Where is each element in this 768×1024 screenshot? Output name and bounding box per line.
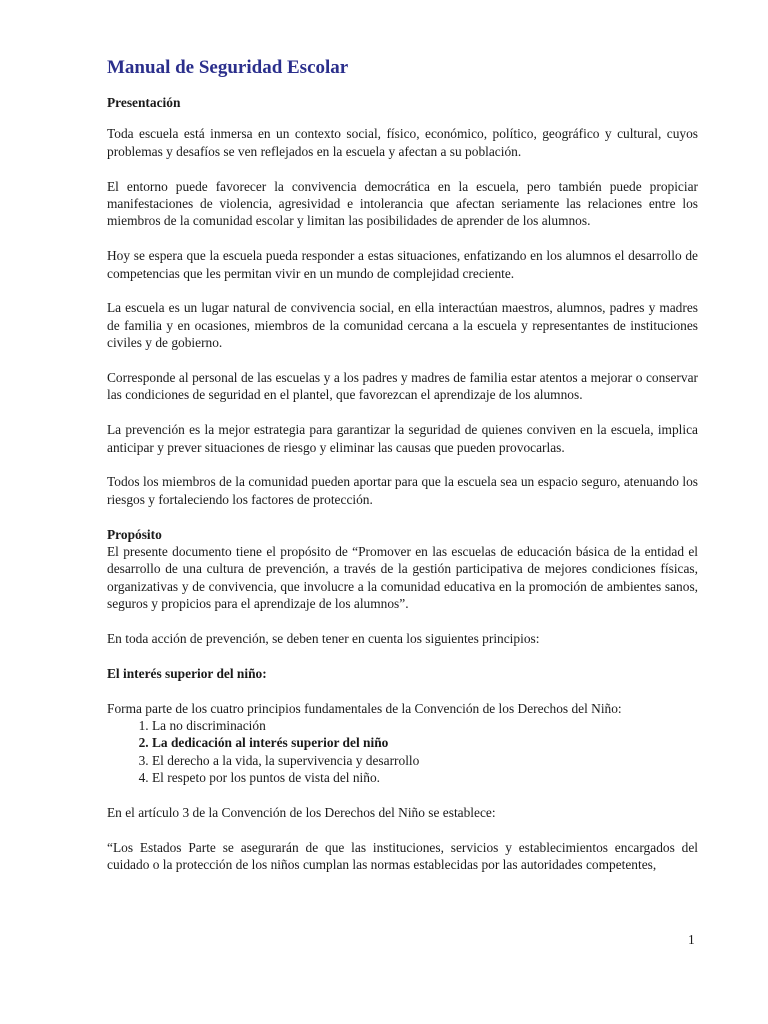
paragraph: Hoy se espera que la escuela pueda responder a estas situaciones, enfatizando en los alumnos el desarrollo de competencias que les permitan vivir en un mundo de complejidad creciente. [107,248,698,281]
page-number: 1 [688,932,695,947]
paragraph: Toda escuela está inmersa en un contexto social, físico, económico, político, geográfico y cultural, cuyos problemas y desafíos se ven reflejados en la escuela y afectan a su población. [107,126,698,159]
quote-paragraph: “Los Estados Parte se asegurarán de que las instituciones, servicios y establecimientos encargados del cuidado o la protección de los niños cumplan las normas establecidas por las autoridades competentes, [107,839,698,873]
convencion-intro: Forma parte de los cuatro principios fundamentales de la Convención de los Derechos del Niño: [107,700,622,716]
paragraph: El entorno puede favorecer la convivencia democrática en la escuela, pero también puede propiciar manifestaciones de violencia, agresividad e intolerancia que afectan seriamente las relaciones entre los miembros de la comunidad escolar y limitan las posibilidades de aprender de los alumnos. [107,178,698,229]
proposito-paragraph: El presente documento tiene el propósito de “Promover en las escuelas de educación básica de la entidad el desarrollo de una cultura de prevención, a través de la gestión participativa de mejores condiciones físicas, organizativas y de convivencia, que involucre a la comunidad educativa en la promoción de ambientes sanos, seguros y propicios para el aprendizaje de los alumnos”. [107,544,698,612]
paragraph: Todos los miembros de la comunidad pueden aportar para que la escuela sea un espacio seguro, atenuando los riesgos y fortaleciendo los factores de protección. [107,474,698,507]
document-page [107,56,698,891]
list-item: 1. La no discriminación [152,717,698,734]
paragraph: Corresponde al personal de las escuelas y a los padres y madres de familia estar atentos a mejorar o conservar las condiciones de seguridad en el plantel, que favorezcan el aprendizaje de los alumnos. [107,370,698,403]
section-heading-presentacion: Presentación [107,95,181,110]
list-item: 2. La dedicación al interés superior del niño [152,734,698,751]
paragraph: La escuela es un lugar natural de convivencia social, en ella interactúan maestros, alumnos, padres y madres de familia y en ocasiones, miembros de la comunidad cercana a la escuela y representantes de instituciones civiles y de gobierno. [107,300,698,351]
section-heading-proposito: Propósito [107,526,162,542]
section-heading-interes-superior: El interés superior del niño: [107,665,267,681]
document-title: Manual de Seguridad Escolar [107,57,349,78]
principios-intro: En toda acción de prevención, se deben tener en cuenta los siguientes principios: [107,631,540,647]
articulo-intro: En el artículo 3 de la Convención de los Derechos del Niño se establece: [107,805,496,821]
paragraph: La prevención es la mejor estrategia para garantizar la seguridad de quienes conviven en la escuela, implica anticipar y prever situaciones de riesgo y eliminar las causas que pueden provocarlas. [107,422,698,455]
list-item: 3. El derecho a la vida, la supervivencia y desarrollo [152,752,698,769]
principles-list [107,717,698,787]
list-item: 4. El respeto por los puntos de vista del niño. [152,769,698,786]
